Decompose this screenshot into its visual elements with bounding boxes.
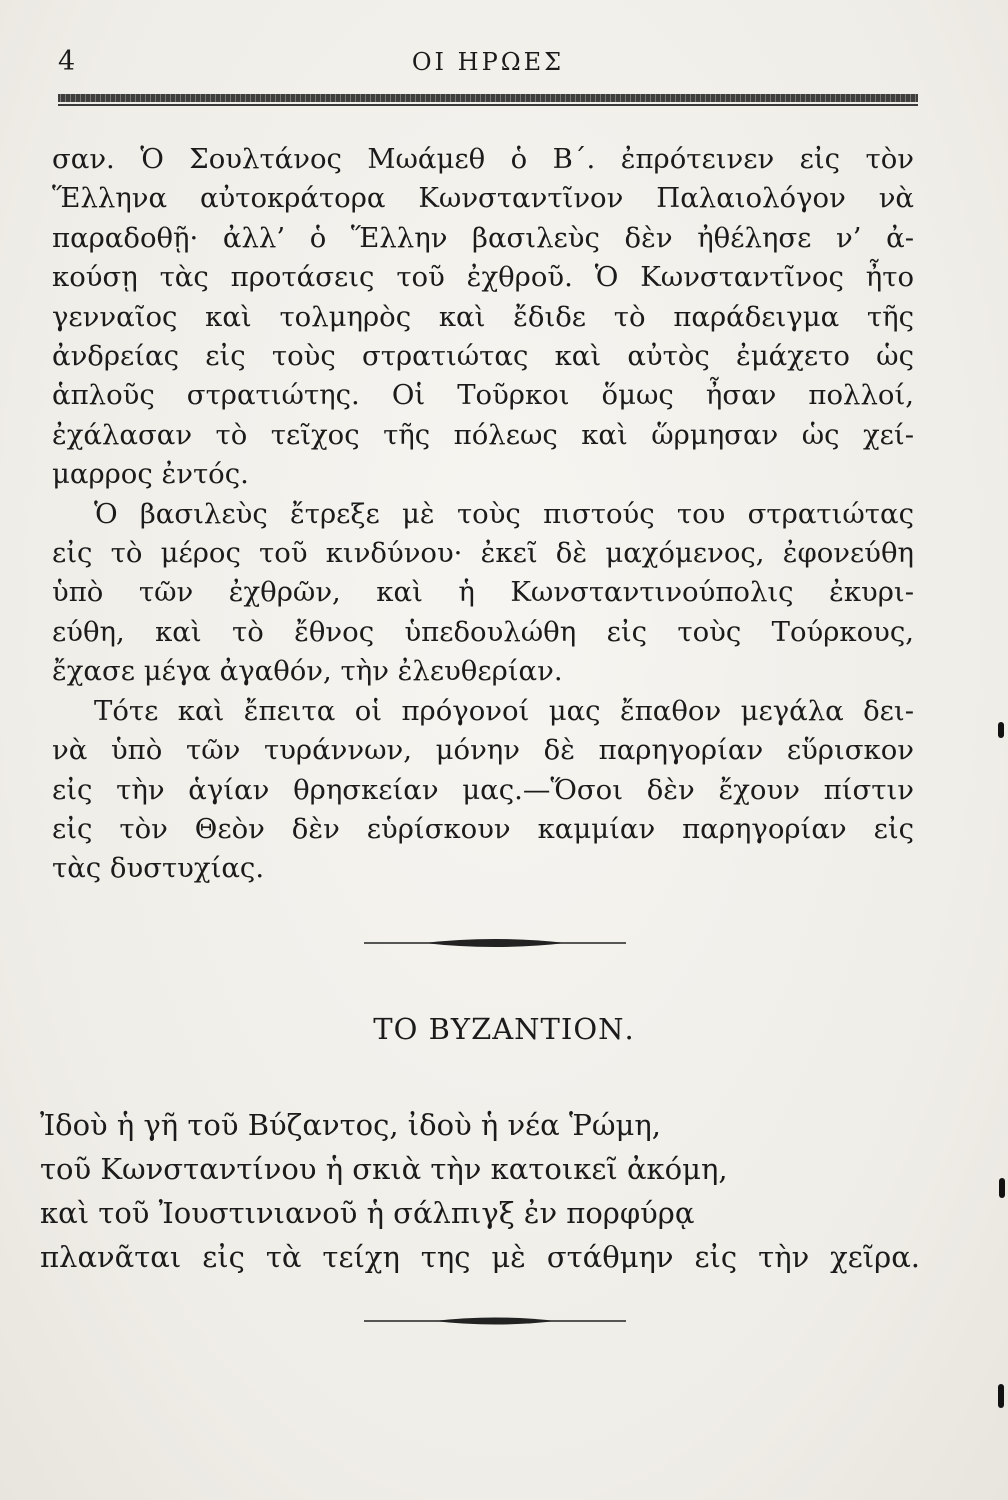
text-line: εἰς τὸ μέρος τοῦ κινδύνου· ἐκεῖ δὲ μαχόμενος, ἐφονεύθη (52, 537, 914, 570)
text-line: εἰς τὴν ἁγίαν θρησκείαν μας.—Ὅσοι δὲν ἔχουν πίστιν (52, 773, 914, 806)
text-line: τὰς δυστυχίας. (52, 852, 265, 885)
edge-mark (999, 1178, 1005, 1198)
running-title: ΟΙ ΗΡΩΕΣ (411, 48, 565, 76)
text-line: ἐχάλασαν τὸ τεῖχος τῆς πόλεως καὶ ὥρμησαν ὡς χεί- (52, 418, 914, 451)
page-header (58, 46, 918, 86)
section-title: ΤΟ ΒΥΖΑΝΤΙΟΝ. (373, 1012, 635, 1046)
text-line: Ἕλληνα αὐτοκράτορα Κωνσταντῖνον Παλαιολόγον νὰ (52, 182, 914, 215)
poem-line: τοῦ Κωνσταντίνου ἡ σκιὰ τὴν κατοικεῖ ἀκόμη, (40, 1152, 728, 1186)
text-line: μαρρος ἐντός. (52, 458, 249, 491)
text-line: εύθη, καὶ τὸ ἔθνος ὑπεδουλώθη εἰς τοὺς Τούρκους, (52, 615, 914, 648)
edge-mark (998, 722, 1004, 738)
text-line: γενναῖος καὶ τολμηρὸς καὶ ἔδιδε τὸ παράδειγμα τῆς (52, 300, 914, 333)
poem-line: καὶ τοῦ Ἰουστινιανοῦ ἡ σάλπιγξ ἐν πορφύρᾳ (40, 1196, 695, 1230)
text-line: σαν. Ὁ Σουλτάνος Μωάμεθ ὁ Β΄. ἐπρότεινεν εἰς τὸν (52, 143, 914, 175)
text-line: ἔχασε μέγα ἀγαθόν, τὴν ἐλευθερίαν. (52, 655, 563, 688)
text-line: Ὁ βασιλεὺς ἔτρεξε μὲ τοὺς πιστούς του στρατιώτας (94, 497, 914, 530)
page-number: 4 (58, 46, 76, 77)
header-rule-thin (58, 104, 918, 106)
edge-mark (998, 1384, 1004, 1408)
text-line: εἰς τὸν Θεὸν δὲν εὑρίσκουν καμμίαν παρηγορίαν εἰς (52, 812, 914, 845)
body-text (52, 140, 914, 889)
text-line: νὰ ὑπὸ τῶν τυράννων, μόνην δὲ παρηγορίαν εὕρισκον (52, 734, 914, 767)
poem (40, 1103, 920, 1279)
text-line: ἀνδρείας εἰς τοὺς στρατιώτας καὶ αὐτὸς ἐμάχετο ὡς (52, 340, 914, 373)
text-line: κούσῃ τὰς προτάσεις τοῦ ἐχθροῦ. Ὁ Κωνσταντῖνος ἦτο (52, 261, 914, 294)
ornament-divider (364, 936, 626, 950)
poem-line: Ἰδοὺ ἡ γῆ τοῦ Βύζαντος, ἰδοὺ ἡ νέα Ῥώμη, (40, 1108, 661, 1142)
ornament-divider (364, 1314, 626, 1328)
header-rule (58, 94, 918, 102)
text-line: ἁπλοῦς στρατιώτης. Οἱ Τοῦρκοι ὅμως ἦσαν πολλοί, (52, 379, 914, 412)
text-line: ὑπὸ τῶν ἐχθρῶν, καὶ ἡ Κωνσταντινούπολις ἐκυρι- (52, 576, 914, 609)
text-line: παραδοθῇ· ἀλλ’ ὁ Ἕλλην βασιλεὺς δὲν ἠθέλησε ν’ ἀ- (52, 221, 914, 254)
text-line: Τότε καὶ ἔπειτα οἱ πρόγονοί μας ἔπαθον μεγάλα δει- (94, 694, 914, 727)
poem-line: πλανᾶται εἰς τὰ τείχη της μὲ στάθμην εἰς τὴν χεῖρα. (40, 1240, 920, 1274)
